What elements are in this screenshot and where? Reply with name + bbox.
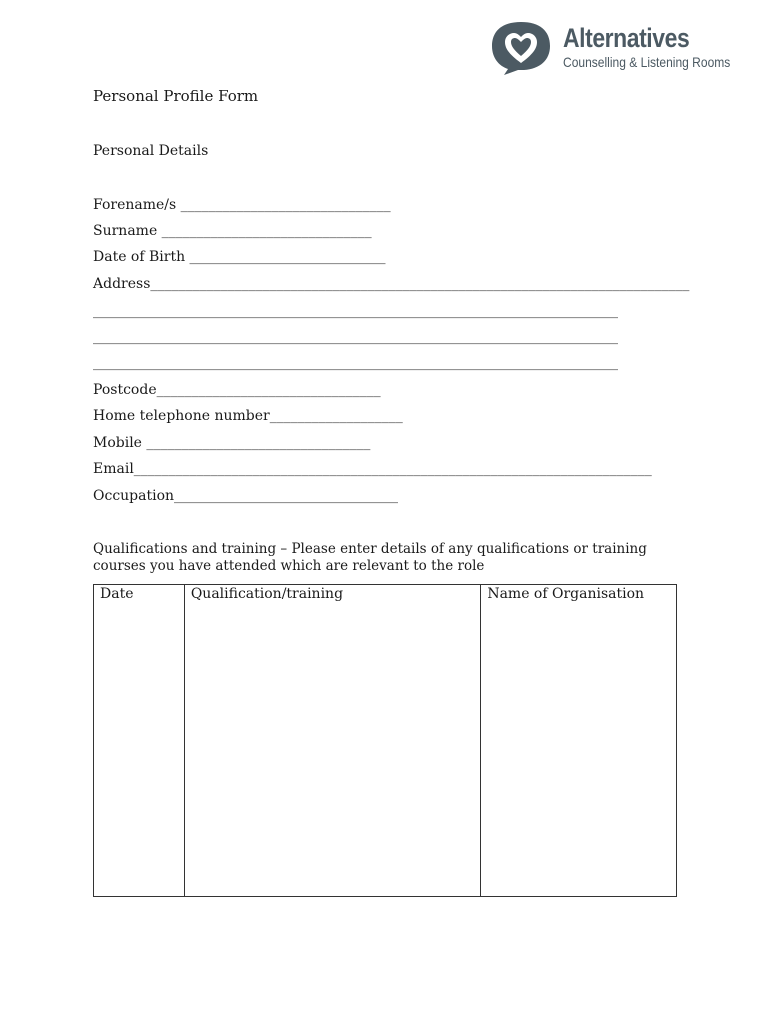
occupation-field[interactable]: Occupation________________________________ (93, 488, 399, 504)
date-cell[interactable] (94, 607, 185, 897)
mobile-field[interactable]: Mobile ________________________________ (93, 435, 371, 451)
address-line-3[interactable]: ___________________________________________________________________________ (93, 329, 618, 345)
column-header-date: Date (94, 585, 185, 608)
logo-name: Alternatives (563, 23, 690, 53)
logo (488, 18, 750, 76)
column-header-qualification: Qualification/training (184, 585, 481, 608)
address-line-2[interactable]: ___________________________________________________________________________ (93, 303, 618, 319)
postcode-field[interactable]: Postcode________________________________ (93, 382, 381, 398)
qualification-cell[interactable] (184, 607, 481, 897)
column-header-organisation: Name of Organisation (481, 585, 677, 608)
form-title: Personal Profile Form (93, 87, 259, 105)
section-title: Personal Details (93, 143, 209, 159)
surname-field[interactable]: Surname ______________________________ (93, 223, 372, 239)
logo-tagline: Counselling & Listening Rooms (563, 54, 731, 70)
email-field[interactable]: Email__________________________________________________________________________ (93, 461, 652, 477)
organisation-cell[interactable] (481, 607, 677, 897)
table-row (94, 607, 677, 897)
qualifications-table (93, 584, 677, 897)
qualifications-intro: Qualifications and training – Please enter details of any qualifications or training courses you have attended which are relevant to the role (93, 541, 647, 574)
address-field[interactable]: Address_____________________________________________________________________________ (93, 276, 690, 292)
heart-speech-bubble-icon (488, 18, 554, 76)
home-telephone-field[interactable]: Home telephone number___________________ (93, 408, 403, 424)
date-of-birth-field[interactable]: Date of Birth ____________________________ (93, 249, 386, 265)
address-line-4[interactable]: ___________________________________________________________________________ (93, 355, 618, 371)
forename-field[interactable]: Forename/s ______________________________ (93, 197, 391, 213)
